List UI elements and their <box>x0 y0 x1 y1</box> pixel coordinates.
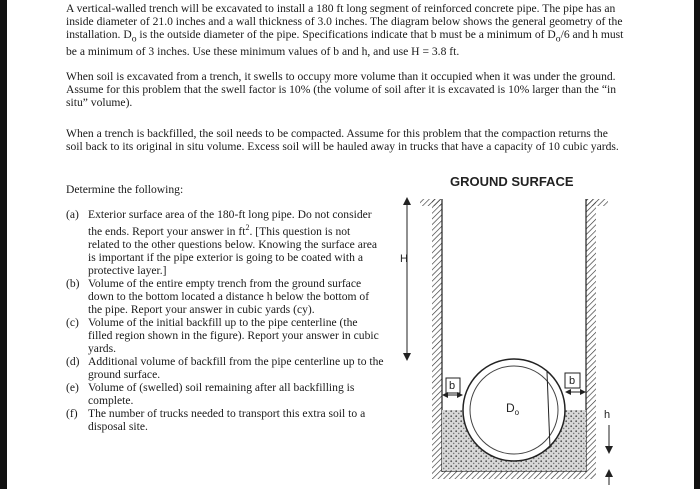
determine-heading: Determine the following: <box>66 183 184 196</box>
left-screen-edge <box>0 0 7 489</box>
intro-line-4b: /6 and h must be a minimum of 3 inches. Use these minimum values of b and h, and use H = 3.8 ft. <box>66 28 624 59</box>
question-e: (e) Volume of (swelled) soil remaining after all backfilling is complete. <box>66 380 355 407</box>
trench-wall-left <box>432 199 442 471</box>
question-b: (b) Volume of the entire empty trench from the ground surface down to the bottom located a distance h below the bottom of the pipe. Report your answer in cubic yards (cy). <box>66 276 370 316</box>
trench-bottom <box>432 471 596 479</box>
h-small-label: h <box>604 409 611 421</box>
right-screen-edge <box>694 0 700 489</box>
do-subscript: o <box>131 33 137 45</box>
question-c: (c) Volume of the initial backfill up to the pipe centerline (the filled region shown in the figure). Report your answer in cubic yards. <box>66 315 379 355</box>
swell-paragraph: When soil is excavated from a trench, it swells to occupy more volume than it occupied when it was under the ground. Assume for this problem that the swell factor is 10% (the volume of soil after it is excavated is 10% larger than the “in situ” volume). <box>66 70 617 109</box>
ground-surface-label: GROUND SURFACE <box>450 174 574 189</box>
intro-line-2: an inside diameter of 21.0 inches and a wall thickness of 3.0 inches. The diagram below shows the general <box>66 2 616 28</box>
do-label: $D_o$ <box>506 401 520 417</box>
intro-line-4: minimum of D <box>486 28 556 41</box>
b-label-right: b <box>569 375 576 387</box>
b-label-left: b <box>449 380 456 392</box>
intro-line-3: geometry of the installation. D <box>66 15 623 41</box>
question-d: (d) Additional volume of backfill from the pipe centerline up to the ground surface. <box>66 354 384 381</box>
problem-intro-paragraph <box>66 2 626 58</box>
trench-wall-right <box>586 199 596 471</box>
question-list <box>66 208 384 433</box>
h-big-label: H <box>400 253 408 265</box>
intro-line-1: A vertical-walled trench will be excavated to install a 180 ft long segment of reinforced concrete pipe. The pipe has <box>66 2 602 15</box>
trench-diagram <box>380 185 620 485</box>
question-a: (a) Exterior surface area of the 180-ft long pipe. Do not consider the ends. Report your answer in $ft^2$. [This question is not related to the other questions below. Knowing the surface area is important if the pipe exterior is going to be coated with a protective layer.] <box>66 208 377 277</box>
do-subscript-2: o <box>555 33 561 45</box>
question-f: (f) The number of trucks needed to transport this extra soil to a disposal site. <box>66 406 366 433</box>
compaction-paragraph: When a trench is backfilled, the soil needs to be compacted. Assume for this problem that the compaction returns the soil back to its original in situ volume. Excess soil will be hauled away in trucks that have a capacity of 10 cubic yards. <box>66 127 619 153</box>
intro-line-3b: is the outside diameter of the pipe. Specifications indicate that b must be a <box>136 28 484 41</box>
